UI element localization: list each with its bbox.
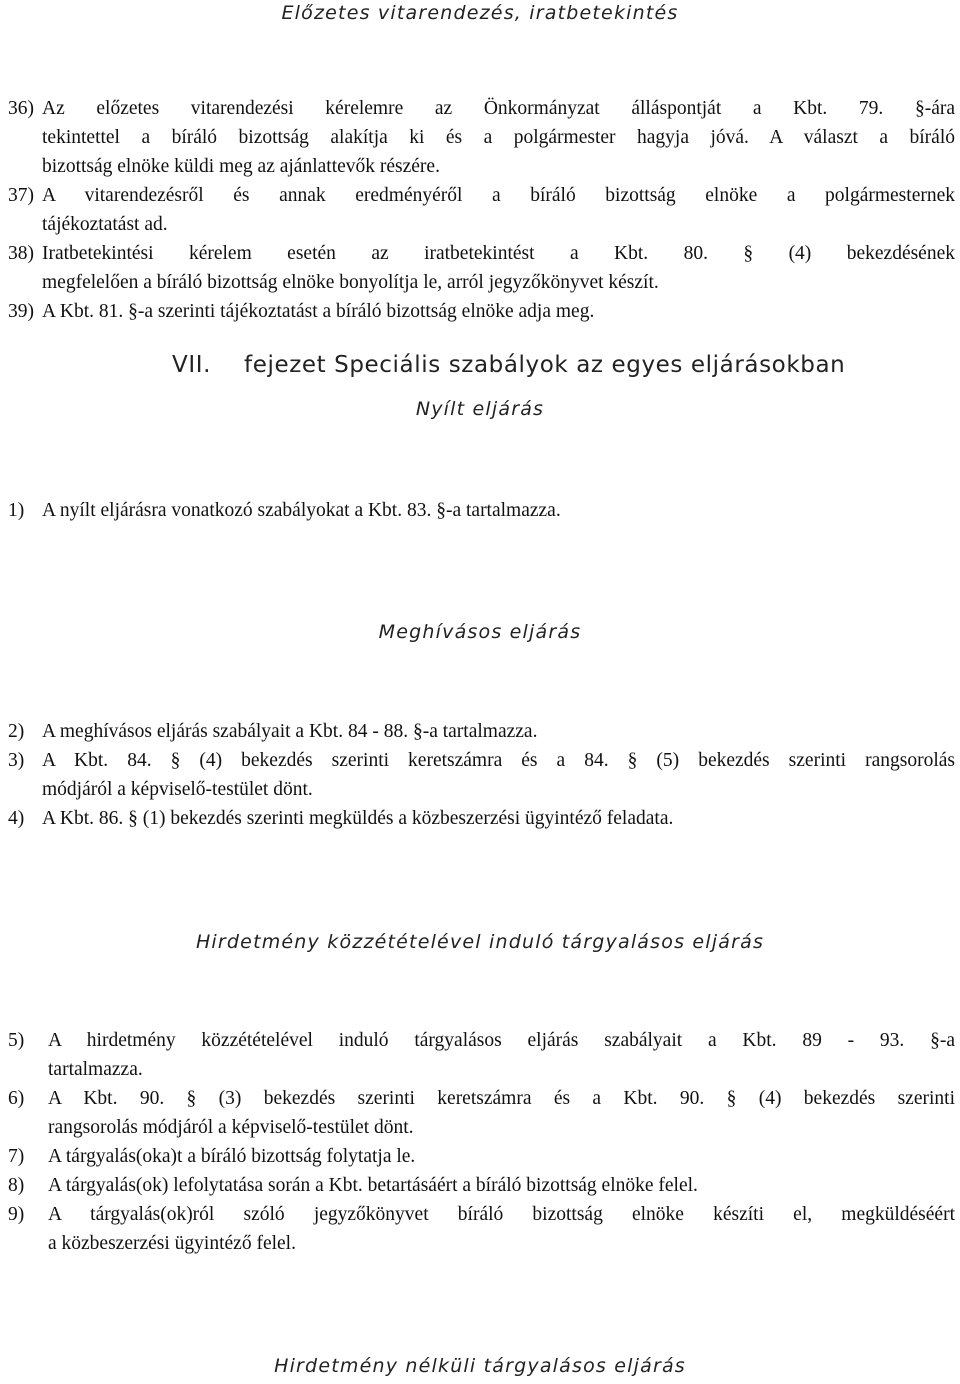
chapter-title: fejezet Speciális szabályok az egyes eljárásokban [244, 352, 846, 378]
item-text-line: tartalmazza. [48, 1059, 143, 1080]
section-heading-preliminary-dispute: Előzetes vitarendezés, iratbetekintés [281, 2, 679, 24]
item-number: 2) [8, 721, 25, 742]
chapter-number: VII. [172, 352, 212, 378]
section-heading-negotiated-no-notice: Hirdetmény nélküli tárgyalásos eljárás [274, 1355, 686, 1377]
item-number: 8) [8, 1175, 25, 1196]
item-text-line: A Kbt. 81. §-a szerinti tájékoztatást a bíráló bizottság elnöke adja meg. [42, 301, 595, 322]
item-text-line: Iratbetekintési kérelem esetén az iratbetekintést a Kbt. 80. § (4) bekezdésének [42, 243, 955, 264]
item-text-line: rangsorolás módjáról a képviselő-testület dönt. [48, 1117, 414, 1138]
item-text-line: a közbeszerzési ügyintéző felel. [48, 1233, 296, 1254]
item-number: 4) [8, 808, 25, 829]
section-heading-open: Nyílt eljárás [415, 398, 545, 420]
item-text-line: A tárgyalás(ok) lefolytatása során a Kbt. betartásáért a bíráló bizottság elnöke felel. [48, 1175, 698, 1196]
item-number: 39) [8, 301, 34, 322]
item-text-line: megfelelően a bíráló bizottság elnöke bonyolítja le, arról jegyzőkönyvet készít. [42, 272, 659, 293]
item-number: 5) [8, 1030, 25, 1051]
chapter-heading [172, 352, 845, 378]
item-text-line: módjáról a képviselő-testület dönt. [42, 779, 313, 800]
section-heading-negotiated-notice: Hirdetmény közzétételével induló tárgyalásos eljárás [195, 931, 765, 953]
item-text-line: A nyílt eljárásra vonatkozó szabályokat a Kbt. 83. §-a tartalmazza. [42, 500, 561, 521]
item-text-line: A Kbt. 86. § (1) bekezdés szerinti megküldés a közbeszerzési ügyintéző feladata. [42, 808, 674, 829]
item-number: 37) [8, 185, 34, 206]
item-number: 36) [8, 98, 34, 119]
item-number: 3) [8, 750, 25, 771]
item-text-line: A Kbt. 90. § (3) bekezdés szerinti keretszámra és a Kbt. 90. § (4) bekezdés szerinti [48, 1088, 955, 1109]
item-text-line: A hirdetmény közzétételével induló tárgyalásos eljárás szabályait a Kbt. 89 - 93. §-a [48, 1030, 955, 1051]
item-text-line: tájékoztatást ad. [42, 214, 168, 235]
item-number: 9) [8, 1204, 25, 1225]
item-text-line: Az előzetes vitarendezési kérelemre az Önkormányzat álláspontját a Kbt. 79. §-ára [42, 98, 955, 119]
item-number: 7) [8, 1146, 25, 1167]
item-number: 38) [8, 243, 34, 264]
item-text-line: A tárgyalás(oka)t a bíráló bizottság folytatja le. [48, 1146, 416, 1167]
item-text-line: tekintettel a bíráló bizottság alakítja ki és a polgármester hagyja jóvá. A választ a bíráló [42, 127, 955, 148]
item-text-line: A meghívásos eljárás szabályait a Kbt. 84 - 88. §-a tartalmazza. [42, 721, 538, 742]
item-number: 6) [8, 1088, 25, 1109]
item-text-line: bizottság elnöke küldi meg az ajánlattevők részére. [42, 156, 440, 177]
section-heading-invited: Meghívásos eljárás [378, 621, 582, 643]
item-number: 1) [8, 500, 25, 521]
item-text-line: A vitarendezésről és annak eredményéről a bíráló bizottság elnöke a polgármesternek [42, 185, 955, 206]
item-text-line: A Kbt. 84. § (4) bekezdés szerinti keretszámra és a 84. § (5) bekezdés szerinti rangsorolás [42, 750, 955, 771]
item-text-line: A tárgyalás(ok)ról szóló jegyzőkönyvet bíráló bizottság elnöke készíti el, megküldéséért [48, 1204, 955, 1225]
